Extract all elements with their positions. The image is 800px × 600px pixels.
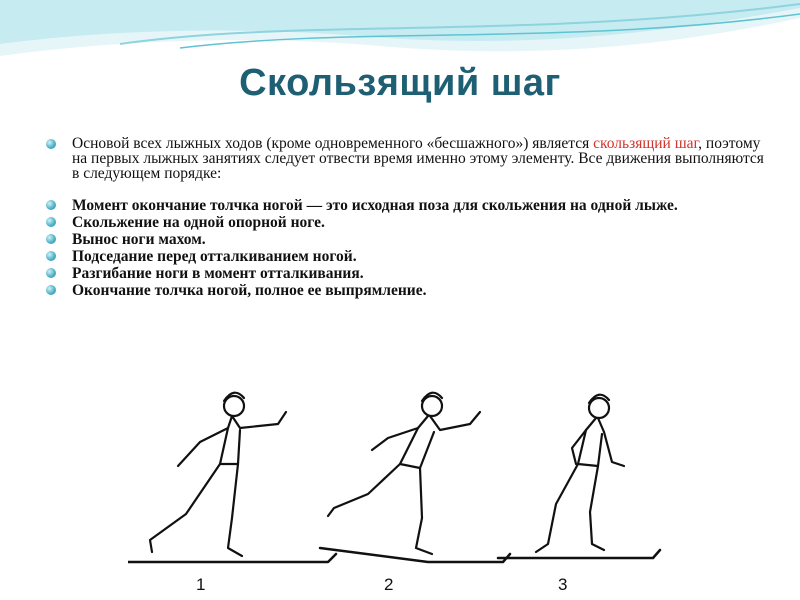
skier-figure-1 bbox=[128, 393, 336, 562]
decorative-wave bbox=[0, 0, 800, 70]
step-text: Момент окончание толчка ногой — это исходная поза для скольжения на одной лыже. bbox=[72, 197, 678, 214]
intro-text-before: Основой всех лыжных ходов (кроме одновременного «бесшажного») является bbox=[72, 135, 594, 152]
step-text: Скольжение на одной опорной ноге. bbox=[72, 214, 325, 231]
figure-label-2: 2 bbox=[384, 575, 394, 594]
list-item-step-3 bbox=[46, 231, 766, 248]
skier-figure-3 bbox=[498, 395, 660, 558]
skiing-phases-illustration bbox=[128, 384, 668, 594]
list-item-step-5 bbox=[46, 265, 766, 282]
step-text: Вынос ноги махом. bbox=[72, 231, 206, 248]
intro-highlight: скользящий шаг bbox=[593, 135, 699, 152]
step-text: Разгибание ноги в момент отталкивания. bbox=[72, 265, 364, 282]
list-item-step-6 bbox=[46, 282, 766, 299]
list-item-intro bbox=[46, 136, 766, 181]
intro-paragraph bbox=[72, 136, 766, 181]
bullet-icon bbox=[46, 251, 56, 261]
intro-text-after: , поэтому на первых лыжных занятиях следует отвести время именно этому элементу. Все движения выполняются в следующем порядке: bbox=[72, 135, 764, 182]
step-text: Подседание перед отталкиванием ногой. bbox=[72, 248, 357, 265]
step-text: Окончание толчка ногой, полное ее выпрямление. bbox=[72, 282, 427, 299]
bullet-icon bbox=[46, 200, 56, 210]
bullet-list bbox=[46, 136, 766, 299]
bullet-icon bbox=[46, 139, 56, 149]
list-item-step-2 bbox=[46, 214, 766, 231]
bullet-icon bbox=[46, 268, 56, 278]
bullet-icon bbox=[46, 234, 56, 244]
bullet-icon bbox=[46, 217, 56, 227]
bullet-icon bbox=[46, 285, 56, 295]
figure-label-1: 1 bbox=[196, 575, 206, 594]
slide-title: Скользящий шаг bbox=[239, 62, 561, 104]
list-item-step-1 bbox=[46, 197, 766, 214]
list-item-step-4 bbox=[46, 248, 766, 265]
figure-label-3: 3 bbox=[558, 575, 568, 594]
skier-figure-2 bbox=[320, 393, 510, 562]
